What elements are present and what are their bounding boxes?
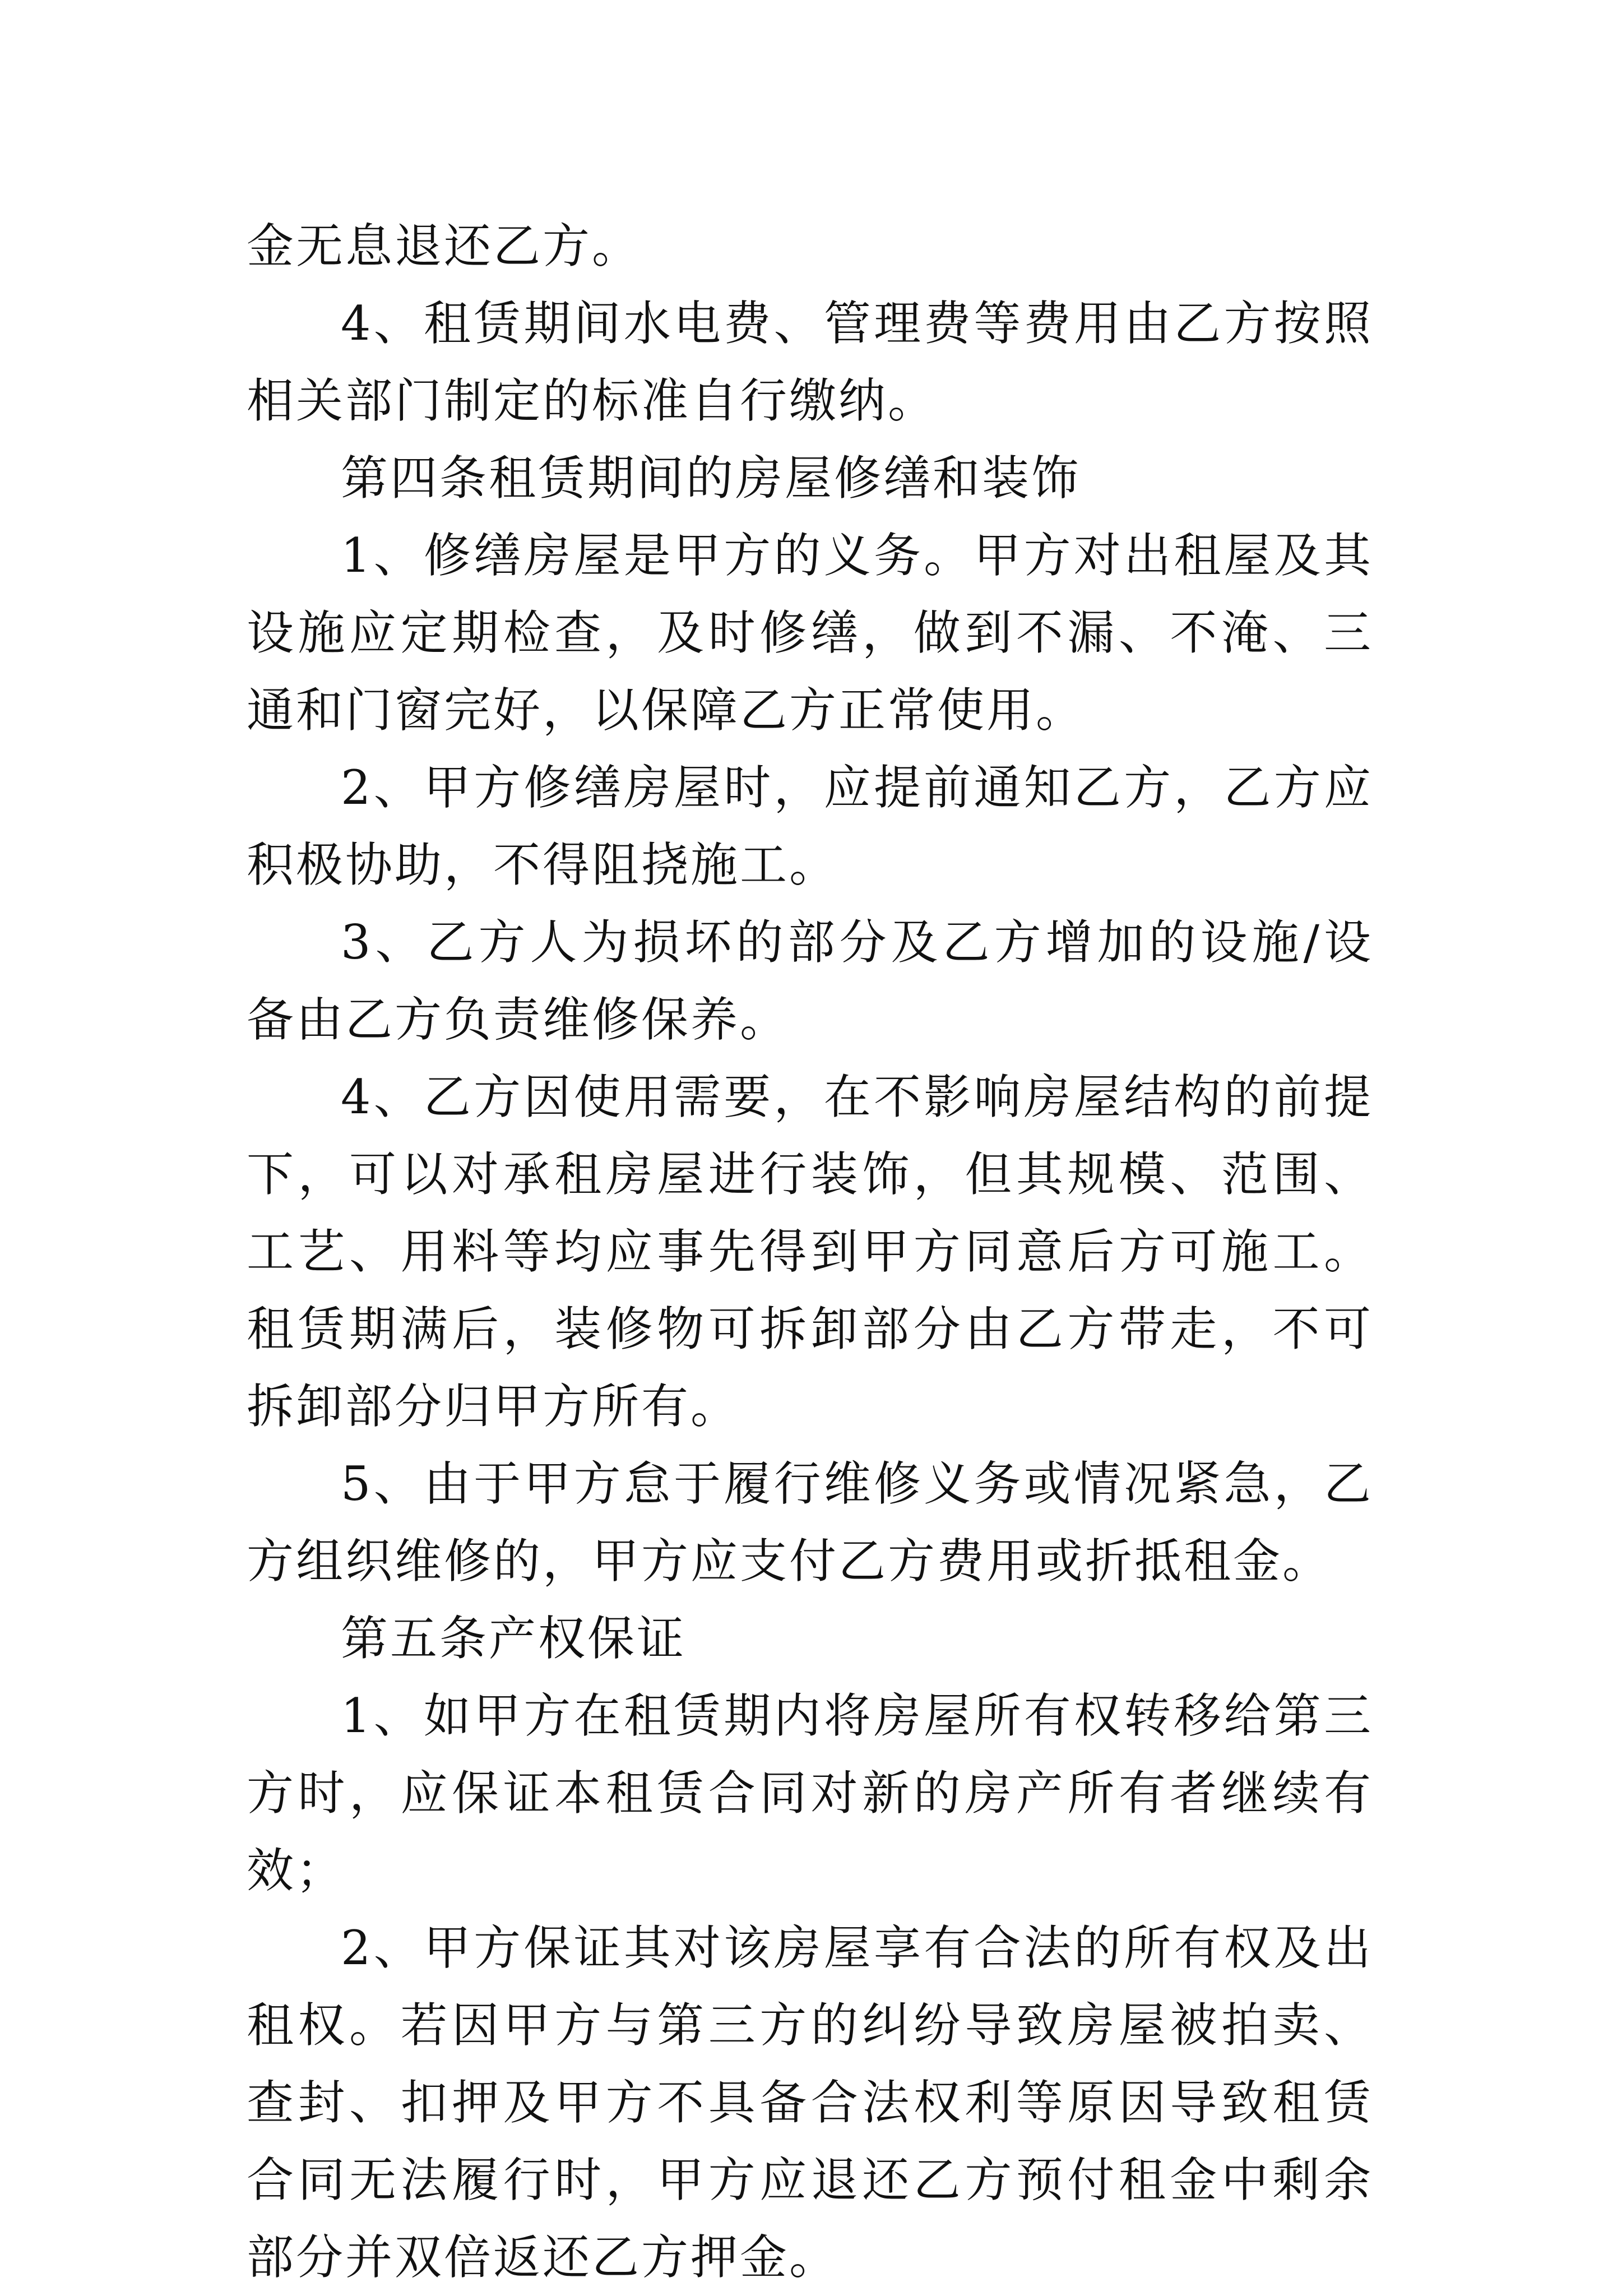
- paragraph-8: 5、由于甲方怠于履行维修义务或情况紧急，乙方组织维修的，甲方应支付乙方费用或折抵租金。: [247, 1456, 1373, 1589]
- paragraph-4: 1、修缮房屋是甲方的义务。甲方对出租屋及其设施应定期检查，及时修缮，做到不漏、不淹、三通和门窗完好，以保障乙方正常使用。: [247, 528, 1373, 738]
- paragraph-10: 1、如甲方在租赁期内将房屋所有权转移给第三方时，应保证本租赁合同对新的房产所有者继续有效；: [247, 1688, 1373, 1898]
- paragraph-1: 金无息退还乙方。: [247, 219, 642, 274]
- document-body: [247, 207, 1373, 2296]
- paragraph-6: 3、乙方人为损坏的部分及乙方增加的设施/设备由乙方负责维修保养。: [247, 915, 1373, 1047]
- paragraph-7: 4、乙方因使用需要，在不影响房屋结构的前提下，可以对承租房屋进行装饰，但其规模、范围、工艺、用料等均应事先得到甲方同意后方可施工。租赁期满后，装修物可拆卸部分由乙方带走，不可拆卸部分归甲方所有。: [247, 1070, 1373, 1434]
- paragraph-11: 2、甲方保证其对该房屋享有合法的所有权及出租权。若因甲方与第三方的纠纷导致房屋被拍卖、查封、扣押及甲方不具备合法权利等原因导致租赁合同无法履行时，甲方应退还乙方预付租金中剩余部分并双倍返还乙方押金。: [247, 1920, 1373, 2285]
- section-heading-article-4: 第四条租赁期间的房屋修缮和装饰: [341, 451, 1081, 506]
- paragraph-2: 4、租赁期间水电费、管理费等费用由乙方按照相关部门制定的标准自行缴纳。: [247, 296, 1373, 428]
- section-heading-article-5: 第五条产权保证: [341, 1611, 687, 1666]
- paragraph-5: 2、甲方修缮房屋时，应提前通知乙方，乙方应积极协助，不得阻挠施工。: [247, 760, 1373, 892]
